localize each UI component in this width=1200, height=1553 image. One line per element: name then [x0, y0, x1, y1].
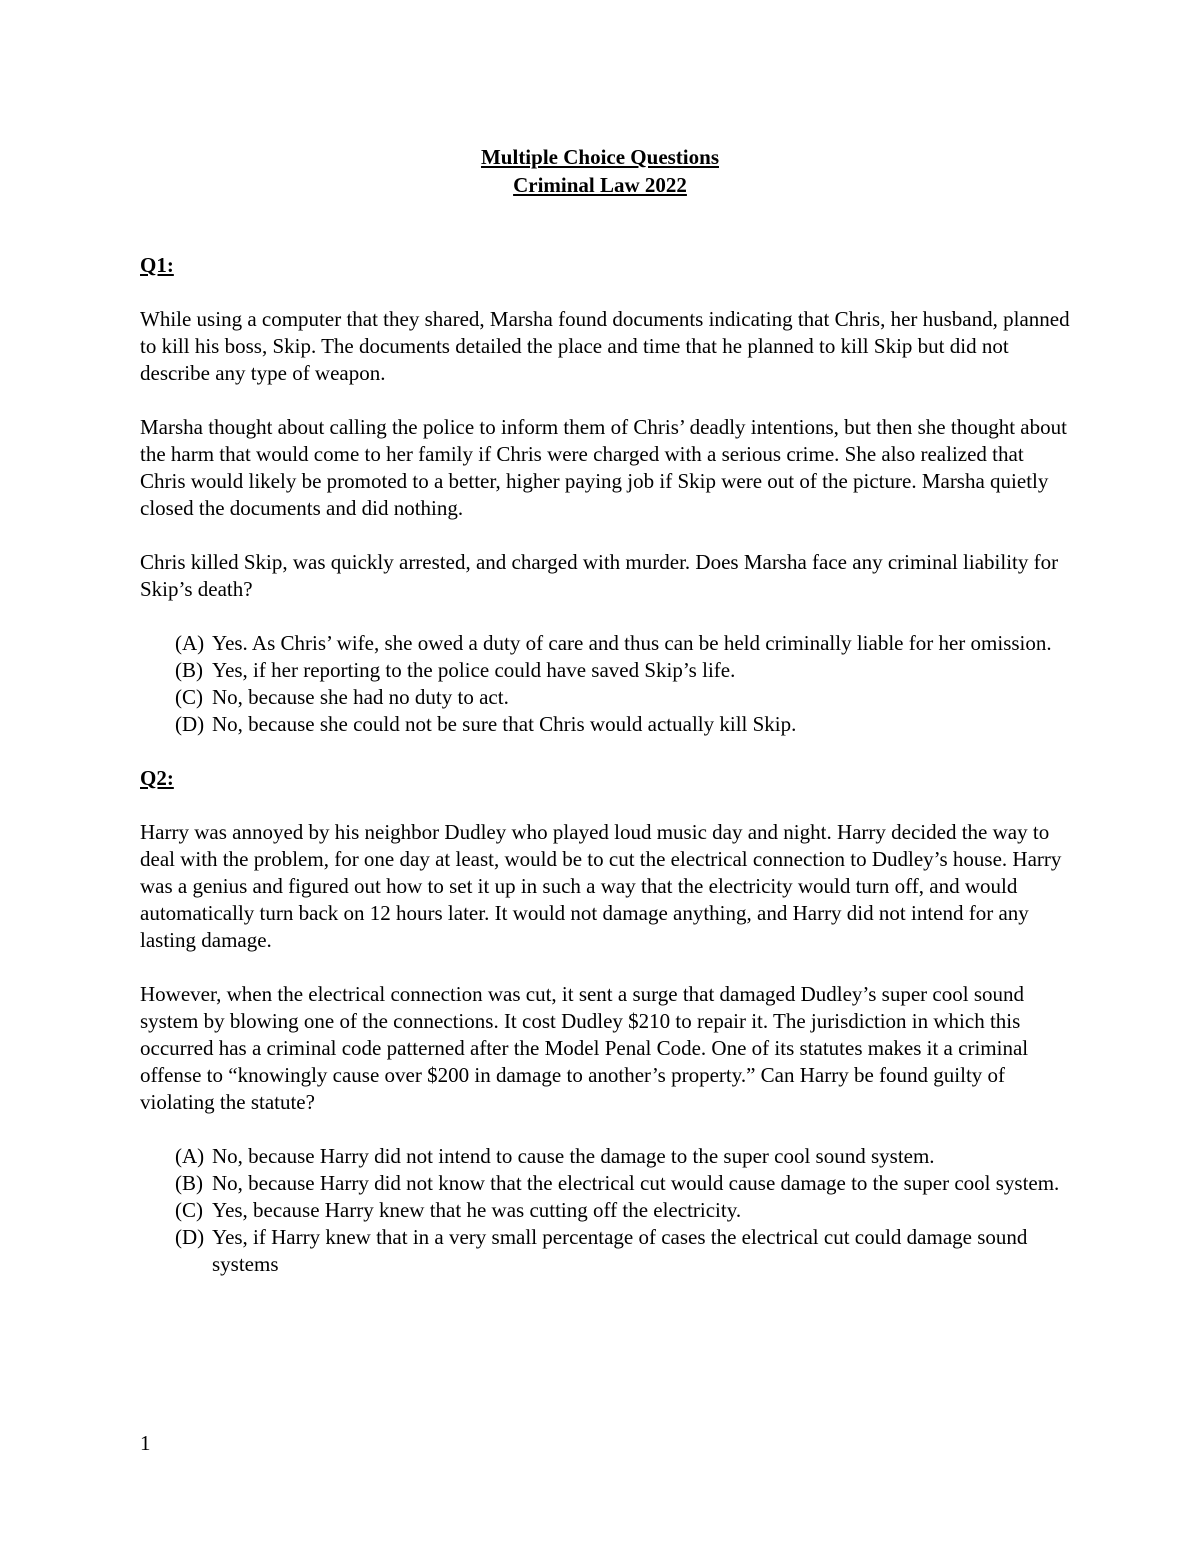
answer-choice	[140, 711, 1070, 738]
choice-label: (D)	[175, 712, 205, 736]
choice-text: No, because Harry did not know that the electrical cut would cause damage to the super cool system.	[212, 1171, 1060, 1195]
choice-label: (A)	[175, 631, 205, 655]
choice-label: (B)	[175, 658, 203, 682]
question-paragraph: Harry was annoyed by his neighbor Dudley who played loud music day and night. Harry decided the way to deal with the problem, for one day at least, would be to cut the electrical connection to Dudley’s house. Harry was a genius and figured out how to set it up in such a way that the electricity would turn off, and would automatically turn back on 12 hours later. It would not damage anything, and Harry did not intend for any lasting damage.	[140, 820, 1062, 952]
choice-label: (C)	[175, 685, 203, 709]
question-1	[140, 252, 1070, 738]
choice-label: (C)	[175, 1198, 203, 1222]
question-2	[140, 765, 1070, 1278]
choice-text: Yes, because Harry knew that he was cutting off the electricity.	[212, 1198, 742, 1222]
question-paragraph: Chris killed Skip, was quickly arrested, and charged with murder. Does Marsha face any criminal liability for Skip’s death?	[140, 550, 1059, 601]
choice-text: No, because Harry did not intend to cause the damage to the super cool sound system.	[212, 1144, 935, 1168]
question-heading: Q1:	[140, 253, 174, 277]
document-body	[140, 252, 1070, 1278]
choice-text: Yes. As Chris’ wife, she owed a duty of care and thus can be held criminally liable for her omission.	[212, 631, 1052, 655]
title-line-1: Multiple Choice Questions	[480, 145, 719, 169]
choice-label: (D)	[175, 1225, 205, 1249]
answer-choice	[140, 630, 1070, 657]
choice-label: (A)	[175, 1144, 205, 1168]
question-paragraph: While using a computer that they shared, Marsha found documents indicating that Chris, her husband, planned to kill his boss, Skip. The documents detailed the place and time that he planned to kill Skip but did not describe any type of weapon.	[140, 307, 1070, 385]
question-paragraph: Marsha thought about calling the police to inform them of Chris’ deadly intentions, but then she thought about the harm that would come to her family if Chris were charged with a serious crime. She also realized that Chris would likely be promoted to a better, higher paying job if Skip were out of the picture. Marsha quietly closed the documents and did nothing.	[140, 415, 1067, 520]
page-number: 1	[140, 1431, 151, 1455]
answer-choice	[140, 657, 1070, 684]
choice-text: No, because she could not be sure that Chris would actually kill Skip.	[212, 712, 797, 736]
choice-text: Yes, if her reporting to the police could have saved Skip’s life.	[212, 658, 736, 682]
answer-choice	[140, 1197, 1070, 1224]
choice-text: Yes, if Harry knew that in a very small percentage of cases the electrical cut could damage sound systems	[212, 1225, 1028, 1276]
answer-choice	[140, 1170, 1070, 1197]
answer-choices	[140, 630, 1070, 738]
choice-text: No, because she had no duty to act.	[212, 685, 509, 709]
document-title	[0, 143, 1200, 199]
answer-choice	[140, 684, 1070, 711]
answer-choice	[140, 1143, 1070, 1170]
question-paragraph: However, when the electrical connection was cut, it sent a surge that damaged Dudley’s super cool sound system by blowing one of the connections. It cost Dudley $210 to repair it. The jurisdiction in which this occurred has a criminal code patterned after the Model Penal Code. One of its statutes makes it a criminal offense to “knowingly cause over $200 in damage to another’s property.” Can Harry be found guilty of violating the statute?	[140, 982, 1029, 1114]
answer-choice	[140, 1224, 1070, 1278]
answer-choices	[140, 1143, 1070, 1278]
choice-label: (B)	[175, 1171, 203, 1195]
title-line-2: Criminal Law 2022	[513, 173, 687, 197]
question-heading: Q2:	[140, 766, 174, 790]
